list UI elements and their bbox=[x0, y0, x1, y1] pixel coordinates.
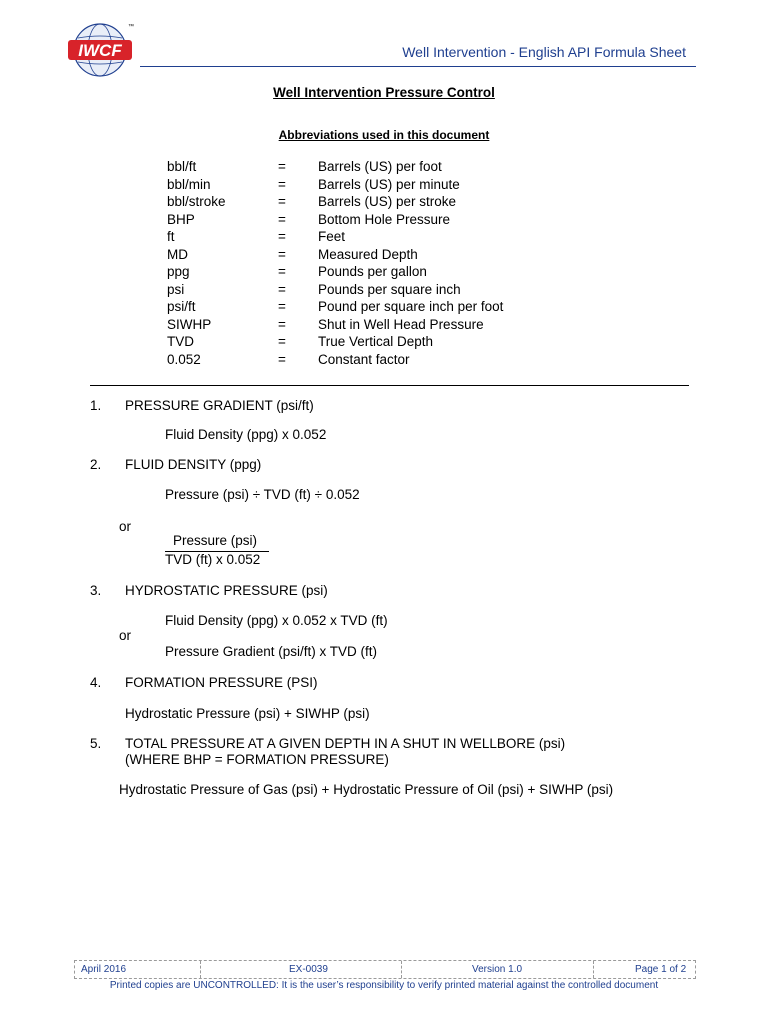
section-1-number: 1. bbox=[90, 398, 102, 413]
abbreviation-definition: Pounds per square inch bbox=[318, 281, 461, 297]
abbreviation-term: psi/ft bbox=[167, 299, 196, 314]
abbreviation-term: ppg bbox=[167, 264, 190, 279]
section-4-title: FORMATION PRESSURE (PSI) bbox=[125, 675, 318, 690]
abbreviation-term: SIWHP bbox=[167, 316, 212, 332]
section-3-or: or bbox=[119, 628, 132, 643]
logo-text: IWCF bbox=[78, 41, 122, 60]
abbreviation-definition: Bottom Hole Pressure bbox=[318, 211, 451, 227]
section-3-formula-1: Fluid Density (ppg) x 0.052 x TVD (ft) bbox=[165, 613, 388, 628]
section-2-title: FLUID DENSITY (ppg) bbox=[125, 457, 262, 472]
abbreviation-definition: Shut in Well Head Pressure bbox=[318, 316, 484, 332]
header-title: Well Intervention - English API Formula Sheet bbox=[402, 44, 686, 60]
section-3-formula-2: Pressure Gradient (psi/ft) x TVD (ft) bbox=[165, 644, 378, 659]
fraction-numerator: Pressure (psi) bbox=[173, 533, 258, 548]
section-2-number: 2. bbox=[90, 457, 102, 472]
document-title: Well Intervention Pressure Control bbox=[273, 85, 495, 100]
section-2-or: or bbox=[119, 519, 132, 534]
abbreviation-equals: = bbox=[278, 176, 286, 192]
abbreviation-equals: = bbox=[278, 194, 286, 209]
header-divider bbox=[140, 66, 696, 67]
abbreviation-term: bbl/stroke bbox=[167, 194, 226, 209]
footer-page-number: Page 1 of 2 bbox=[635, 964, 687, 975]
abbreviation-term: ft bbox=[167, 229, 175, 244]
abbreviation-definition: Measured Depth bbox=[318, 246, 418, 262]
abbreviation-term: bbl/ft bbox=[167, 159, 197, 174]
section-5-number: 5. bbox=[90, 736, 102, 751]
abbreviation-equals: = bbox=[278, 334, 286, 349]
abbreviation-definition: Barrels (US) per foot bbox=[318, 159, 442, 174]
abbreviation-equals: = bbox=[278, 316, 286, 332]
abbreviation-equals: = bbox=[278, 159, 286, 174]
section-4-number: 4. bbox=[90, 675, 102, 690]
section-5-formula: Hydrostatic Pressure of Gas (psi) + Hydrostatic Pressure of Oil (psi) + SIWHP (psi) bbox=[119, 782, 614, 797]
footer-divider bbox=[200, 961, 201, 978]
abbreviation-definition: True Vertical Depth bbox=[318, 334, 434, 349]
abbreviation-equals: = bbox=[278, 229, 286, 244]
footer-date: April 2016 bbox=[81, 964, 127, 975]
section-5-title: TOTAL PRESSURE AT A GIVEN DEPTH IN A SHUT IN WELLBORE (psi) bbox=[125, 736, 566, 751]
abbreviation-equals: = bbox=[278, 264, 286, 279]
abbreviation-term: BHP bbox=[167, 211, 195, 227]
abbreviation-term: bbl/min bbox=[167, 176, 211, 192]
abbreviation-equals: = bbox=[278, 299, 286, 314]
abbreviation-term: psi bbox=[167, 281, 185, 297]
section-1-formula: Fluid Density (ppg) x 0.052 bbox=[165, 427, 327, 442]
abbreviations-heading: Abbreviations used in this document bbox=[278, 128, 490, 142]
abbreviation-equals: = bbox=[278, 281, 286, 297]
footer-divider bbox=[401, 961, 402, 978]
abbreviation-equals: = bbox=[278, 246, 286, 262]
footer-doc-id: EX-0039 bbox=[289, 964, 328, 975]
abbreviation-definition: Feet bbox=[318, 229, 346, 244]
logo-trademark: ™ bbox=[128, 24, 134, 30]
abbreviation-definition: Pound per square inch per foot bbox=[318, 299, 504, 314]
abbreviation-definition: Pounds per gallon bbox=[318, 264, 427, 279]
section-3-number: 3. bbox=[90, 583, 102, 598]
abbreviation-definition: Constant factor bbox=[318, 351, 410, 367]
fraction-denominator: TVD (ft) x 0.052 bbox=[165, 552, 261, 567]
section-3-title: HYDROSTATIC PRESSURE (psi) bbox=[125, 583, 328, 598]
section-5-subtitle: (WHERE BHP = FORMATION PRESSURE) bbox=[125, 752, 389, 767]
footer-uncontrolled-note: Printed copies are UNCONTROLLED: It is the user’s responsibility to verify printed material against the controlled document bbox=[109, 980, 659, 991]
abbreviation-term: 0.052 bbox=[167, 351, 201, 367]
abbreviation-term: MD bbox=[167, 246, 188, 262]
footer-divider bbox=[593, 961, 594, 978]
section-1-title: PRESSURE GRADIENT (psi/ft) bbox=[125, 398, 314, 413]
footer-version: Version 1.0 bbox=[472, 964, 523, 975]
section-4-formula: Hydrostatic Pressure (psi) + SIWHP (psi) bbox=[125, 706, 370, 721]
abbreviation-definition: Barrels (US) per stroke bbox=[318, 194, 457, 209]
abbreviation-definition: Barrels (US) per minute bbox=[318, 176, 460, 192]
abbreviation-term: TVD bbox=[167, 334, 194, 349]
section-2-formula: Pressure (psi) ÷ TVD (ft) ÷ 0.052 bbox=[165, 487, 360, 502]
abbreviation-equals: = bbox=[278, 351, 286, 367]
iwcf-logo bbox=[64, 20, 136, 82]
footer-info-bar bbox=[74, 960, 696, 979]
abbreviation-equals: = bbox=[278, 211, 286, 227]
section-divider bbox=[90, 385, 689, 386]
